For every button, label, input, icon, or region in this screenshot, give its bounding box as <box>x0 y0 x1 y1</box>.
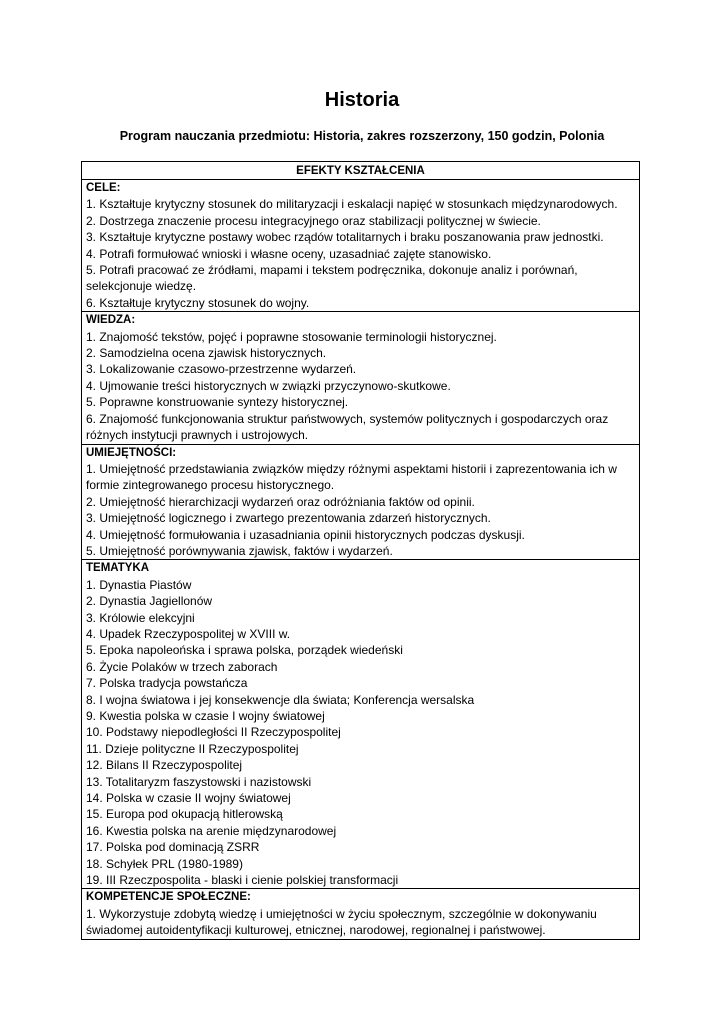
list-item: 4. Umiejętność formułowania i uzasadniania opinii historycznych podczas dyskusji. <box>86 527 525 542</box>
list-item: 2. Samodzielna ocena zjawisk historycznych. <box>86 346 327 361</box>
section-cele <box>82 180 639 312</box>
section-kompetencje-spoleczne <box>82 889 639 938</box>
list-item: 6. Życie Polaków w trzech zaborach <box>86 659 278 674</box>
list-item: 5. Potrafi pracować ze źródłami, mapami i tekstem podręcznika, dokonuje analiz i porównań, selekcjonuje wiedzę. <box>86 263 578 294</box>
list-item: 5. Umiejętność porównywania zjawisk, faktów i wydarzeń. <box>86 543 393 558</box>
document-subtitle: Program nauczania przedmiotu: Historia, zakres rozszerzony, 150 godzin, Polonia <box>119 129 605 143</box>
section-umiejetnosci <box>82 445 639 561</box>
list-item: 18. Schyłek PRL (1980-1989) <box>86 856 243 871</box>
list-item: 4. Potrafi formułować wnioski i własne oceny, uzasadniać zajęte stanowisko. <box>86 246 492 261</box>
learning-outcomes-table <box>81 161 640 940</box>
list-item: 15. Europa pod okupacją hitlerowską <box>86 807 283 822</box>
list-item: 8. I wojna światowa i jej konsekwencje dla świata; Konferencja wersalska <box>86 692 475 707</box>
list-item: 3. Królowie elekcyjni <box>86 610 195 625</box>
list-item: 12. Bilans II Rzeczypospolitej <box>86 758 243 773</box>
section-title: TEMATYKA <box>86 562 150 575</box>
list-item: 1. Kształtuje krytyczny stosunek do militaryzacji i eskalacji napięć w stosunkach międzynarodowych. <box>86 197 618 212</box>
list-item: 3. Lokalizowanie czasowo-przestrzenne wydarzeń. <box>86 362 357 377</box>
list-item: 11. Dzieje polityczne II Rzeczypospolitej <box>86 741 299 756</box>
section-title: KOMPETENCJE SPOŁECZNE: <box>86 891 251 904</box>
document-title: Historia <box>324 89 400 111</box>
list-item: 4. Upadek Rzeczypospolitej w XVIII w. <box>86 626 291 641</box>
list-item: 7. Polska tradycja powstańcza <box>86 676 248 691</box>
list-item: 5. Poprawne konstruowanie syntezy historycznej. <box>86 395 349 410</box>
list-item: 2. Dostrzega znaczenie procesu integracyjnego oraz stabilizacji politycznej w świecie. <box>86 213 541 228</box>
list-item: 19. III Rzeczpospolita - blaski i cienie polskiej transformacji <box>86 873 399 888</box>
list-item: 5. Epoka napoleońska i sprawa polska, porządek wiedeński <box>86 643 403 658</box>
list-item: 17. Polska pod dominacją ZSRR <box>86 840 260 855</box>
list-item: 16. Kwestia polska na arenie międzynarodowej <box>86 823 337 838</box>
list-item: 6. Znajomość funkcjonowania struktur państwowych, systemów politycznych i gospodarczych oraz różnych instytucji prawnych i ustrojowych. <box>86 411 609 443</box>
section-title: UMIEJĘTNOŚCI: <box>86 446 177 459</box>
list-item: 1. Wykorzystuje zdobytą wiedzę i umiejętności w życiu społecznym, szczególnie w dokonywaniu świadomej autoidentyfikacji kulturowej, etnicznej, narodowej, regionalnej i państwowej. <box>86 906 597 938</box>
list-item: 13. Totalitaryzm faszystowski i nazistowski <box>86 774 312 789</box>
list-item: 9. Kwestia polska w czasie I wojny światowej <box>86 709 325 723</box>
section-tematyka <box>82 560 639 889</box>
list-item: 14. Polska w czasie II wojny światowej <box>86 791 291 806</box>
section-title: CELE: <box>86 182 121 194</box>
list-item: 3. Kształtuje krytyczne postawy wobec rządów totalitarnych i braku poszanowania praw jednostki. <box>86 230 604 245</box>
list-item: 10. Podstawy niepodległości II Rzeczypospolitej <box>86 725 341 740</box>
section-title: WIEDZA: <box>86 314 136 327</box>
list-item: 4. Ujmowanie treści historycznych w związki przyczynowo-skutkowe. <box>86 378 451 393</box>
list-item: 2. Dynastia Jagiellonów <box>86 594 213 609</box>
table-header: EFEKTY KSZTAŁCENIA <box>82 162 639 180</box>
section-wiedza <box>82 312 639 444</box>
list-item: 6. Kształtuje krytyczny stosunek do wojny. <box>86 295 310 310</box>
list-item: 2. Umiejętność hierarchizacji wydarzeń oraz odróżniania faktów od opinii. <box>86 494 475 509</box>
list-item: 1. Znajomość tekstów, pojęć i poprawne stosowanie terminologii historycznej. <box>86 329 497 344</box>
list-item: 1. Umiejętność przedstawiania związków między różnymi aspektami historii i zaprezentowania ich w formie zintegrowanego procesu historycznego. <box>86 461 617 493</box>
list-item: 3. Umiejętność logicznego i zwartego prezentowania zdarzeń historycznych. <box>86 511 491 526</box>
list-item: 1. Dynastia Piastów <box>86 577 192 592</box>
